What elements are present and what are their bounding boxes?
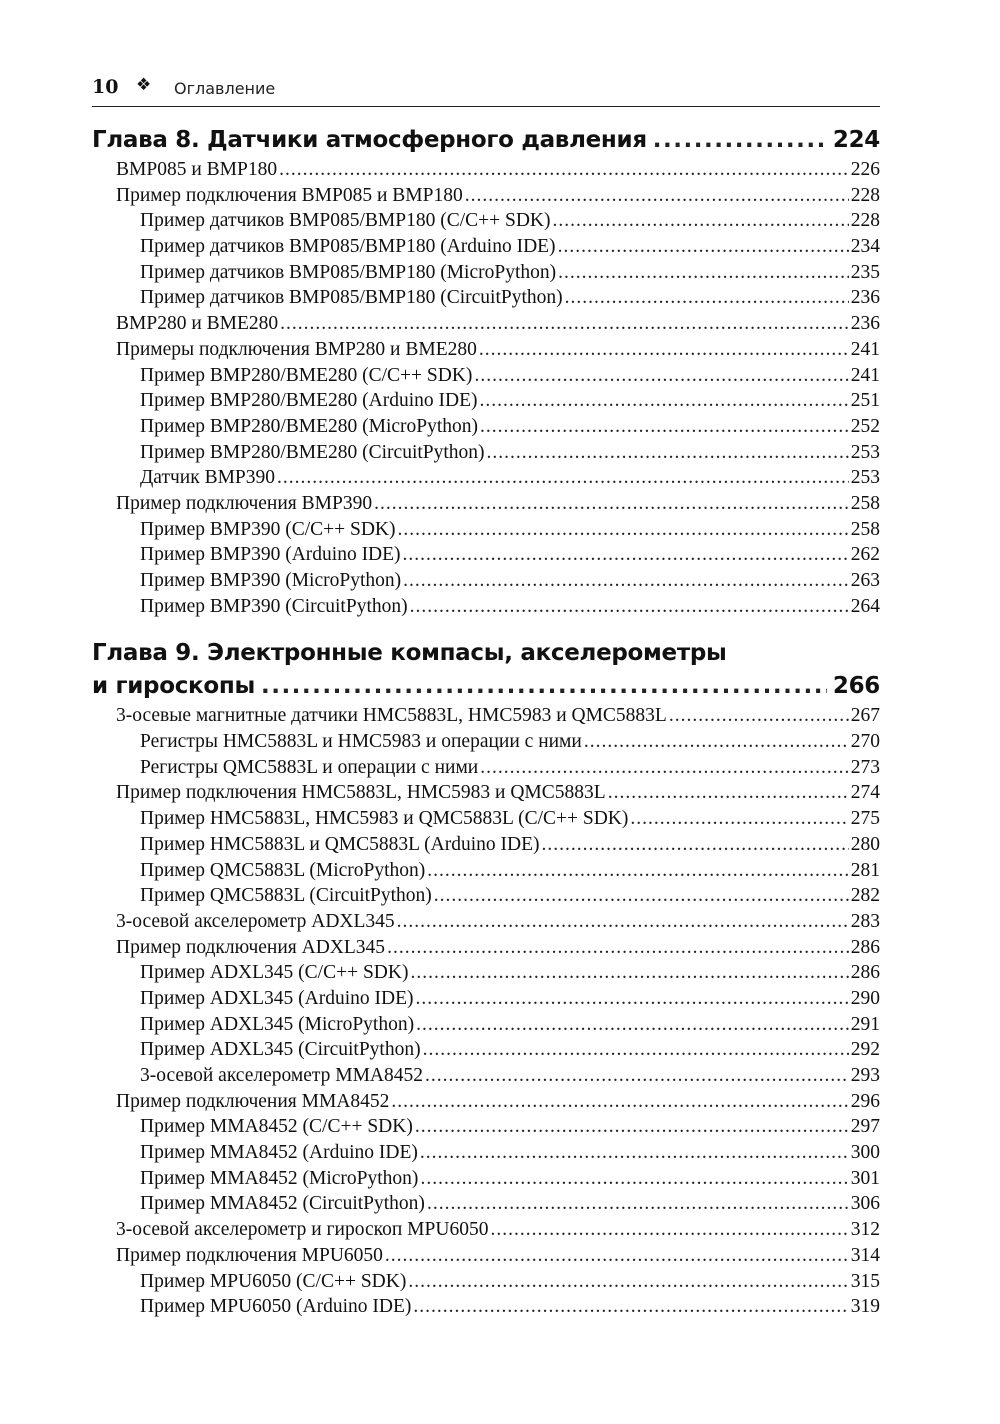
toc-entry[interactable] [92, 234, 880, 260]
toc-entry[interactable] [92, 909, 880, 935]
dot-leader [416, 986, 849, 1012]
dot-leader [280, 311, 849, 337]
toc-entry[interactable] [92, 183, 880, 209]
toc-entry[interactable] [92, 440, 880, 466]
dot-leader [427, 858, 848, 884]
toc-entry[interactable] [92, 157, 880, 183]
section-gap [92, 619, 880, 637]
toc-entry[interactable] [92, 260, 880, 286]
entry-title: 3-осевой акселерометр и гироскоп MPU6050 [116, 1219, 489, 1241]
dot-leader [542, 832, 849, 858]
entry-page: 280 [850, 833, 880, 855]
dot-leader [653, 124, 827, 157]
entry-title: Пример BMP280/BME280 (Arduino IDE) [140, 390, 478, 412]
dot-leader [277, 465, 849, 491]
dot-leader [279, 157, 849, 183]
toc-entry[interactable] [92, 935, 880, 961]
toc-entry[interactable] [92, 285, 880, 311]
entry-page: 300 [850, 1142, 880, 1164]
entry-page: 286 [850, 936, 880, 958]
entry-page: 292 [850, 1039, 880, 1061]
entry-page: 274 [850, 782, 880, 804]
entry-title: Пример MMA8452 (CircuitPython) [140, 1193, 425, 1215]
toc-entry[interactable] [92, 337, 880, 363]
running-title: Оглавление [174, 79, 276, 98]
dot-leader [398, 517, 849, 543]
toc-entry[interactable] [92, 388, 880, 414]
dot-leader [487, 440, 849, 466]
entry-page: 258 [850, 518, 880, 540]
dot-leader [427, 1191, 849, 1217]
toc-entry[interactable] [92, 1012, 880, 1038]
entry-page: 253 [850, 441, 880, 463]
toc-entry[interactable] [92, 311, 880, 337]
entry-page: 301 [850, 1167, 880, 1189]
entry-page: 267 [850, 705, 880, 727]
dot-leader [479, 388, 848, 414]
entry-page: 241 [850, 338, 880, 360]
dot-leader [408, 1269, 848, 1295]
toc-entry[interactable] [92, 703, 880, 729]
entry-title: Пример датчиков BMP085/BMP180 (Arduino IDE) [140, 236, 556, 258]
dot-leader [434, 883, 849, 909]
dot-leader [490, 1217, 848, 1243]
entry-title: Пример BMP280/BME280 (MicroPython) [140, 415, 479, 437]
toc-entry[interactable] [92, 1114, 880, 1140]
entry-page: 251 [850, 390, 880, 412]
chapter-title: и гироскопы [92, 673, 255, 700]
toc-entry[interactable] [92, 491, 880, 517]
entry-title: 3-осевые магнитные датчики HMC5883L, HMC5983 и QMC5883L [116, 705, 667, 727]
entry-title: 3-осевой акселерометр MMA8452 [140, 1065, 424, 1086]
dot-leader [387, 935, 849, 961]
running-header [92, 76, 880, 107]
entry-title: 3-осевой акселерометр ADXL345 [116, 910, 395, 932]
entry-page: 262 [850, 544, 880, 566]
toc-entry[interactable] [92, 1063, 880, 1089]
entry-title: Пример подключения HMC5883L, HMC5983 и QMC5883L [116, 782, 606, 804]
entry-title: Пример подключения MPU6050 [116, 1244, 383, 1266]
entry-page: 263 [850, 570, 880, 591]
entry-title: Пример MPU6050 (C/C++ SDK) [140, 1270, 407, 1292]
entry-page: 314 [850, 1244, 880, 1266]
toc-entry[interactable] [92, 414, 880, 440]
entry-page: 306 [850, 1193, 880, 1215]
chapter-9-heading[interactable] [92, 670, 880, 703]
dot-leader [558, 234, 849, 260]
dot-leader [416, 1012, 849, 1038]
toc-entry[interactable] [92, 986, 880, 1012]
toc-entry[interactable] [92, 1269, 880, 1295]
entry-title: Пример MMA8452 (C/C++ SDK) [140, 1116, 413, 1138]
chapter-title: Глава 8. Датчики атмосферного давления [92, 127, 647, 153]
dot-leader [608, 780, 849, 806]
dot-leader [410, 594, 849, 620]
toc-entry[interactable] [92, 594, 880, 620]
dot-leader [425, 1063, 849, 1089]
toc-entry[interactable] [92, 208, 880, 234]
dot-leader [420, 1166, 848, 1192]
dot-leader [397, 909, 849, 935]
entry-title: Регистры QMC5883L и операции с ними [140, 756, 479, 778]
chapter-8-heading[interactable] [92, 124, 880, 157]
entry-title: Пример BMP280/BME280 (CircuitPython) [140, 441, 485, 463]
entry-page: 312 [850, 1219, 880, 1241]
dot-leader [403, 568, 849, 594]
entry-title: Пример MMA8452 (Arduino IDE) [140, 1142, 418, 1164]
entry-title: Примеры подключения BMP280 и BME280 [116, 338, 477, 360]
dot-leader [413, 1294, 848, 1320]
chapter-page: 266 [832, 673, 880, 700]
entry-page: 286 [850, 962, 880, 984]
entry-title: Пример ADXL345 (CircuitPython) [140, 1039, 421, 1061]
entry-page: 293 [850, 1065, 880, 1086]
dot-leader [480, 755, 849, 781]
entry-page: 291 [850, 1013, 880, 1035]
toc-entry[interactable] [92, 755, 880, 781]
toc-entry[interactable] [92, 1140, 880, 1166]
toc-entry[interactable] [92, 1243, 880, 1269]
dot-leader [630, 806, 848, 832]
entry-title: Пример MPU6050 (Arduino IDE) [140, 1296, 412, 1318]
entry-title: BMP280 и BME280 [116, 313, 279, 335]
toc-entry[interactable] [92, 1089, 880, 1115]
entry-page: 234 [850, 236, 880, 258]
dot-leader [558, 260, 849, 286]
toc-entry[interactable] [92, 465, 880, 491]
entry-title: Регистры HMC5883L и HMC5983 и операции с ними [140, 731, 582, 753]
entry-page: 236 [850, 313, 880, 335]
entry-title: BMP085 и BMP180 [116, 159, 278, 180]
entry-title: Пример датчиков BMP085/BMP180 (CircuitPython) [140, 287, 563, 309]
entry-title: Пример MMA8452 (MicroPython) [140, 1167, 419, 1189]
dot-leader [420, 1140, 849, 1166]
toc-entry[interactable] [92, 542, 880, 568]
entry-title: Датчик BMP390 [140, 467, 276, 489]
toc-entry[interactable] [92, 1037, 880, 1063]
entry-title: Пример ADXL345 (MicroPython) [140, 1013, 415, 1035]
entry-title: Пример HMC5883L, HMC5983 и QMC5883L (C/C++ SDK) [140, 808, 629, 830]
entry-title: Пример подключения BMP390 [116, 492, 373, 514]
dot-leader [669, 703, 849, 729]
dot-leader [403, 542, 849, 568]
entry-page: 281 [850, 859, 880, 881]
entry-title: Пример ADXL345 (Arduino IDE) [140, 987, 414, 1009]
entry-title: Пример QMC5883L (CircuitPython) [140, 885, 432, 907]
toc-entry[interactable] [92, 1166, 880, 1192]
toc-entry[interactable] [92, 883, 880, 909]
table-of-contents [92, 124, 880, 1320]
toc-entry[interactable] [92, 1217, 880, 1243]
entry-page: 252 [850, 415, 880, 437]
entry-page: 296 [850, 1090, 880, 1112]
entry-title: Пример подключения BMP085 и BMP180 [116, 184, 463, 206]
entry-title: Пример BMP280/BME280 (C/C++ SDK) [140, 364, 473, 386]
dot-leader [584, 729, 849, 755]
entry-title: Пример BMP390 (Arduino IDE) [140, 544, 401, 566]
dot-leader [479, 337, 849, 363]
toc-entry[interactable] [92, 780, 880, 806]
entry-page: 228 [850, 184, 880, 206]
dot-leader [474, 363, 848, 389]
entry-page: 236 [850, 287, 880, 309]
entry-title: Пример датчиков BMP085/BMP180 (MicroPython) [140, 261, 557, 283]
entry-page: 282 [850, 885, 880, 907]
entry-title: Пример BMP390 (MicroPython) [140, 570, 402, 591]
entry-page: 264 [850, 595, 880, 617]
dot-leader [261, 670, 827, 703]
dot-leader [423, 1037, 849, 1063]
entry-page: 258 [850, 492, 880, 514]
toc-entry[interactable] [92, 1294, 880, 1320]
page-number: 10 [92, 76, 119, 98]
dot-leader [385, 1243, 849, 1269]
entry-title: Пример подключения ADXL345 [116, 936, 386, 958]
entry-page: 273 [850, 756, 880, 778]
dot-leader [374, 491, 849, 517]
entry-page: 290 [850, 987, 880, 1009]
entry-page: 226 [850, 159, 880, 180]
dot-leader [410, 960, 848, 986]
toc-entry[interactable] [92, 568, 880, 594]
entry-page: 228 [850, 210, 880, 232]
entry-title: Пример датчиков BMP085/BMP180 (C/C++ SDK) [140, 210, 551, 232]
entry-title: Пример BMP390 (CircuitPython) [140, 595, 408, 617]
entry-page: 235 [850, 261, 880, 283]
entry-page: 315 [850, 1270, 880, 1292]
entry-page: 283 [850, 910, 880, 932]
ornament-icon: ❖ [136, 75, 152, 95]
entry-title: Пример QMC5883L (MicroPython) [140, 859, 426, 881]
dot-leader [415, 1114, 849, 1140]
toc-entry[interactable] [92, 832, 880, 858]
entry-page: 297 [850, 1116, 880, 1138]
toc-entry[interactable] [92, 517, 880, 543]
entry-title: Пример ADXL345 (C/C++ SDK) [140, 962, 409, 984]
toc-entry[interactable] [92, 729, 880, 755]
toc-entry[interactable] [92, 858, 880, 884]
entry-page: 270 [850, 731, 880, 753]
dot-leader [565, 285, 849, 311]
entry-page: 253 [850, 467, 880, 489]
entry-page: 241 [850, 364, 880, 386]
entry-page: 319 [850, 1296, 880, 1318]
toc-entry[interactable] [92, 960, 880, 986]
dot-leader [391, 1089, 848, 1115]
dot-leader [480, 414, 849, 440]
entry-title: Пример HMC5883L и QMC5883L (Arduino IDE) [140, 833, 540, 855]
entry-title: Пример BMP390 (C/C++ SDK) [140, 518, 396, 540]
chapter-page: 224 [832, 127, 880, 153]
entry-title: Пример подключения MMA8452 [116, 1090, 390, 1112]
toc-entry[interactable] [92, 806, 880, 832]
toc-entry[interactable] [92, 1191, 880, 1217]
dot-leader [465, 183, 849, 209]
entry-page: 275 [850, 808, 880, 830]
toc-entry[interactable] [92, 363, 880, 389]
chapter-9-heading-line1[interactable]: Глава 9. Электронные компасы, акселерометры [92, 640, 727, 667]
dot-leader [553, 208, 849, 234]
